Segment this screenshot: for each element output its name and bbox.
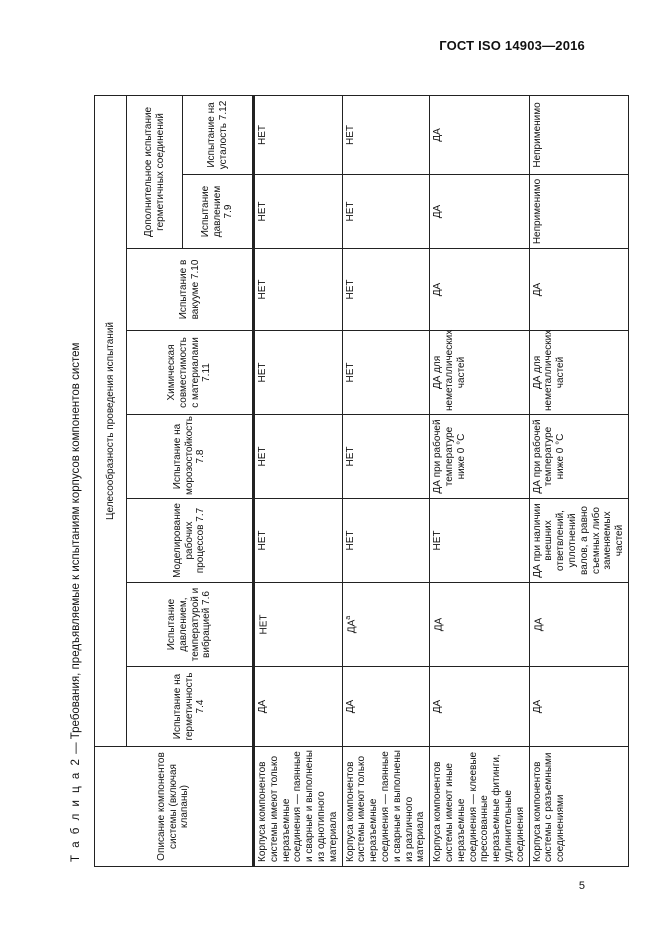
table-row: [430, 95, 529, 866]
page-number: 5: [578, 880, 585, 892]
cell-7-6: [342, 583, 430, 667]
cell-7-12: НЕТ: [342, 95, 430, 174]
cell-7-7: НЕТ: [342, 499, 430, 583]
cell-7-8: ДА при рабочей температуре ниже 0 °С: [529, 415, 628, 499]
header-test-applicability: Целесообразность проведения испытаний: [95, 95, 127, 746]
header-description: Описание компонентов системы (включая клапаны): [95, 747, 253, 867]
cell-7-9: Неприменимо: [529, 175, 628, 249]
header-col-7-11: Химическая совместимость с материалами 7.11: [127, 331, 253, 415]
header-col-7-6: Испытание давлением, температурой и вибрацией 7.6: [127, 583, 253, 667]
row-description: Корпуса компонентов системы с разъемными соединениями: [529, 747, 628, 867]
table-row: [254, 95, 342, 866]
header-col-7-12: Испытание на усталость 7.12: [183, 95, 253, 174]
cell-7-10: ДА: [430, 249, 529, 331]
cell-7-6-value: НЕТ: [258, 614, 270, 635]
cell-7-6-value: ДА: [345, 619, 357, 634]
cell-7-7: НЕТ: [254, 499, 342, 583]
cell-7-7: ДА при наличии внешних ответвлений, уплотнений валов, а равно съемных либо заменяемых частей: [529, 499, 628, 583]
cell-7-12: Неприменимо: [529, 95, 628, 174]
cell-7-4: ДА: [342, 667, 430, 747]
cell-7-9: НЕТ: [254, 175, 342, 249]
header-col-7-10: Испытание в вакууме 7.10: [127, 249, 253, 331]
cell-7-8: ДА при рабочей температуре ниже 0 °С: [430, 415, 529, 499]
requirements-table: [94, 95, 629, 867]
standard-header: ГОСТ ISO 14903—2016: [439, 38, 585, 53]
table-caption-prefix: Т а б л и ц а 2: [70, 757, 82, 862]
cell-7-4: ДА: [529, 667, 628, 747]
cell-7-11: ДА для неметаллических частей: [430, 331, 529, 415]
cell-7-6-value: ДА: [433, 617, 445, 632]
header-col-7-4: Испытание на герметичность 7.4: [127, 667, 253, 747]
cell-7-9: НЕТ: [342, 175, 430, 249]
cell-7-8: НЕТ: [254, 415, 342, 499]
cell-7-10: НЕТ: [254, 249, 342, 331]
row-description: Корпуса компонентов системы имеют иные неразъемные соединения — клеевые прессованные неразъемные фитинги, удлинительные соединения: [430, 747, 529, 867]
header-col-7-8: Испытание на морозостойкость 7.8: [127, 415, 253, 499]
table-row: [342, 95, 430, 866]
cell-7-11: НЕТ: [254, 331, 342, 415]
cell-7-10: ДА: [529, 249, 628, 331]
cell-7-6: [430, 583, 529, 667]
cell-7-9: ДА: [430, 175, 529, 249]
cell-7-4: ДА: [254, 667, 342, 747]
cell-7-7: НЕТ: [430, 499, 529, 583]
cell-7-6: [529, 583, 628, 667]
cell-7-10: НЕТ: [342, 249, 430, 331]
cell-7-11: ДА для неметаллических частей: [529, 331, 628, 415]
row-description: Корпуса компонентов системы имеют только неразъемные соединения — паянные и сварные и выполнены из однотипного материала: [254, 747, 342, 867]
cell-7-6: [254, 583, 342, 667]
cell-7-11: НЕТ: [342, 331, 430, 415]
cell-7-12: НЕТ: [254, 95, 342, 174]
row-description: Корпуса компонентов системы имеют только неразъемные соединения — паянные и сварные и выполнены из различного материала: [342, 747, 430, 867]
header-col-7-7: Моделирование рабочих процессов 7.7: [127, 499, 253, 583]
header-additional-tests: Дополнительное испытание герметичных соединений: [127, 95, 183, 248]
cell-7-6-value: ДА: [532, 617, 544, 632]
header-col-7-9: Испытание давлением 7.9: [183, 175, 253, 249]
table-caption: [70, 92, 82, 862]
table-caption-text: — Требования, предъявляемые к испытаниям корпусов компонентов систем: [70, 342, 82, 758]
footnote-mark: a: [344, 615, 352, 620]
cell-7-12: ДА: [430, 95, 529, 174]
table-row: [529, 95, 628, 866]
cell-7-8: НЕТ: [342, 415, 430, 499]
cell-7-4: ДА: [430, 667, 529, 747]
